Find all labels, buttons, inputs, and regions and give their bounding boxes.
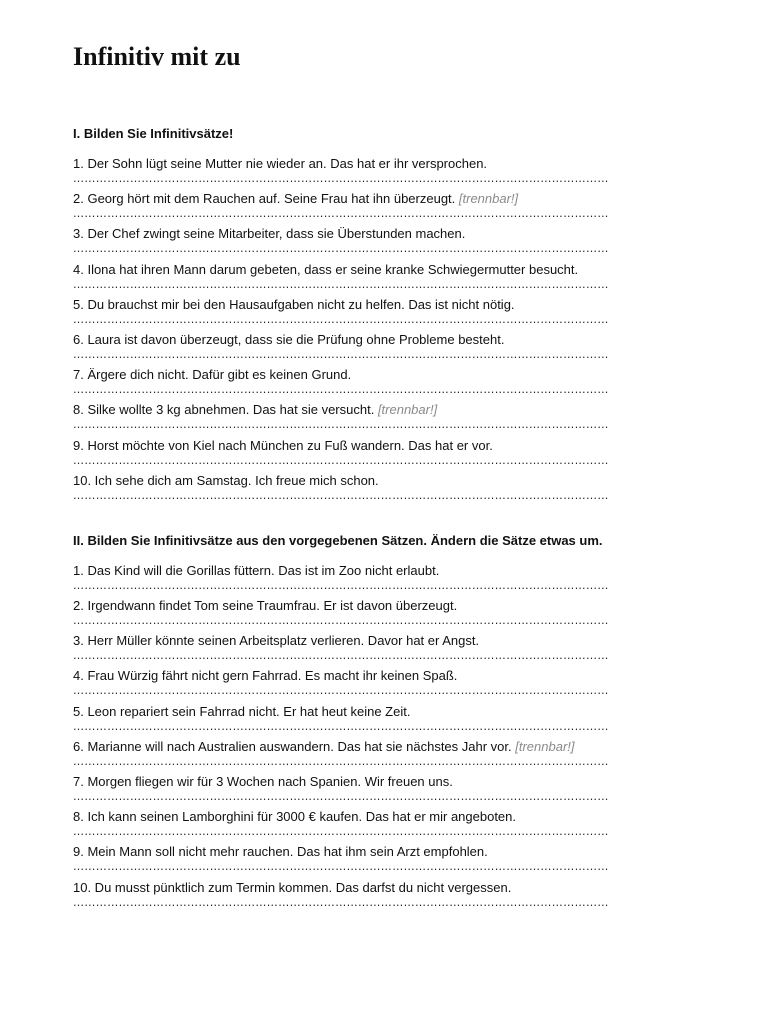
exercise-item (73, 367, 695, 402)
sentence-text: 10. Ich sehe dich am Samstag. Ich freue mich schon. (73, 472, 379, 488)
answer-line: …………………………………………………………………………………………………………………………… (73, 348, 609, 361)
exercise-sentence (73, 633, 695, 649)
exercise-sentence (73, 844, 695, 860)
exercise-item (73, 156, 695, 191)
sentence-text: 2. Irgendwann findet Tom seine Traumfrau. Er ist davon überzeugt. (73, 598, 458, 614)
sentence-text: 9. Horst möchte von Kiel nach München zu Fuß wandern. Das hat er vor. (73, 437, 493, 453)
sentence-text: 10. Du musst pünktlich zum Termin kommen. Das darfst du nicht vergessen. (73, 879, 512, 895)
answer-line: …………………………………………………………………………………………………………………………… (73, 755, 609, 768)
answer-line: …………………………………………………………………………………………………………………………… (73, 489, 609, 502)
exercise-item (73, 438, 695, 473)
sentence-text: 3. Der Chef zwingt seine Mitarbeiter, dass sie Überstunden machen. (73, 226, 466, 242)
sentence-text: 1. Das Kind will die Gorillas füttern. Das ist im Zoo nicht erlaubt. (73, 562, 440, 578)
answer-line: …………………………………………………………………………………………………………………………… (73, 650, 609, 663)
exercise-item (73, 739, 695, 774)
sentence-text: 4. Frau Würzig fährt nicht gern Fahrrad. Es macht ihr keinen Spaß. (73, 668, 458, 684)
answer-line: …………………………………………………………………………………………………………………………… (73, 384, 609, 397)
exercise-item (73, 262, 695, 297)
sentence-text: 5. Du brauchst mir bei den Hausaufgaben nicht zu helfen. Das ist nicht nötig. (73, 296, 515, 312)
exercise-sentence (73, 809, 695, 825)
exercise-sentence (73, 402, 695, 418)
exercise-sentence (73, 297, 695, 313)
answer-line: …………………………………………………………………………………………………………………………… (73, 896, 609, 909)
exercise-item (73, 191, 695, 226)
exercise-item (73, 297, 695, 332)
sentence-text: 6. Marianne will nach Australien auswandern. Das hat sie nächstes Jahr vor. (73, 738, 516, 754)
exercise-sentence (73, 704, 695, 720)
sentence-text: 7. Ärgere dich nicht. Dafür gibt es keinen Grund. (73, 367, 352, 383)
answer-line: …………………………………………………………………………………………………………………………… (73, 243, 609, 256)
answer-line: …………………………………………………………………………………………………………………………… (73, 278, 609, 291)
exercise-sentence (73, 191, 695, 207)
answer-line: …………………………………………………………………………………………………………………………… (73, 313, 609, 326)
exercise-item (73, 402, 695, 437)
sentence-text: 3. Herr Müller könnte seinen Arbeitsplatz verlieren. Davor hat er Angst. (73, 633, 480, 649)
exercise-item (73, 844, 695, 879)
exercise-sentence (73, 226, 695, 242)
exercise-sentence (73, 367, 695, 383)
hint-text: [trennbar!] (377, 402, 438, 418)
exercise-item (73, 598, 695, 633)
sentence-text: 8. Silke wollte 3 kg abnehmen. Das hat sie versucht. (73, 402, 378, 418)
exercise-item (73, 809, 695, 844)
sentence-text: 9. Mein Mann soll nicht mehr rauchen. Das hat ihm sein Arzt empfohlen. (73, 844, 488, 860)
exercise-item (73, 473, 695, 508)
worksheet-page (73, 40, 695, 915)
exercise-sentence (73, 668, 695, 684)
exercise-item (73, 880, 695, 915)
sentence-text: 6. Laura ist davon überzeugt, dass sie die Prüfung ohne Probleme besteht. (73, 331, 505, 347)
section-heading: I. Bilden Sie Infinitivsätze! (73, 126, 234, 141)
exercise-section-1 (73, 126, 695, 508)
answer-line: …………………………………………………………………………………………………………………………… (73, 615, 609, 628)
exercise-item (73, 332, 695, 367)
exercise-sentence (73, 774, 695, 790)
exercise-sentence (73, 332, 695, 348)
answer-line: …………………………………………………………………………………………………………………………… (73, 791, 609, 803)
exercise-sentence (73, 473, 695, 489)
exercise-item (73, 563, 695, 598)
exercise-item (73, 668, 695, 703)
exercise-sentence (73, 563, 695, 579)
answer-line: …………………………………………………………………………………………………………………………… (73, 173, 609, 185)
answer-line: …………………………………………………………………………………………………………………………… (73, 208, 609, 221)
sentence-text: 8. Ich kann seinen Lamborghini für 3000 € kaufen. Das hat er mir angeboten. (73, 809, 517, 825)
exercise-item (73, 633, 695, 668)
answer-line: …………………………………………………………………………………………………………………………… (73, 419, 609, 432)
section-heading: II. Bilden Sie Infinitivsätze aus den vorgegebenen Sätzen. Ändern die Sätze etwas um. (73, 532, 603, 548)
exercise-sentence (73, 739, 695, 755)
exercise-sentence (73, 438, 695, 454)
sentence-text: 1. Der Sohn lügt seine Mutter nie wieder an. Das hat er ihr versprochen. (73, 156, 488, 171)
answer-line: …………………………………………………………………………………………………………………………… (73, 579, 609, 592)
exercise-item (73, 704, 695, 739)
hint-text: [trennbar!] (458, 191, 519, 207)
sentence-text: 2. Georg hört mit dem Rauchen auf. Seine Frau hat ihn überzeugt. (73, 191, 459, 207)
sentence-text: 4. Ilona hat ihren Mann darum gebeten, dass er seine kranke Schwiegermutter besucht. (73, 261, 579, 277)
answer-line: …………………………………………………………………………………………………………………………… (73, 826, 609, 839)
exercise-sentence (73, 598, 695, 614)
sentence-text: 5. Leon repariert sein Fahrrad nicht. Er hat heut keine Zeit. (73, 703, 411, 719)
exercise-sentence (73, 156, 695, 172)
answer-line: …………………………………………………………………………………………………………………………… (73, 861, 609, 874)
sentence-text: 7. Morgen fliegen wir für 3 Wochen nach Spanien. Wir freuen uns. (73, 774, 453, 789)
hint-text: [trennbar!] (515, 738, 575, 754)
exercise-item (73, 226, 695, 261)
answer-line: …………………………………………………………………………………………………………………………… (73, 454, 609, 467)
exercise-section-2 (73, 533, 695, 915)
exercise-sentence (73, 880, 695, 896)
answer-line: …………………………………………………………………………………………………………………………… (73, 720, 609, 733)
document-title: Infinitiv mit zu (73, 42, 241, 71)
answer-line: …………………………………………………………………………………………………………………………… (73, 685, 609, 698)
exercise-item (73, 774, 695, 809)
exercise-sentence (73, 262, 695, 278)
